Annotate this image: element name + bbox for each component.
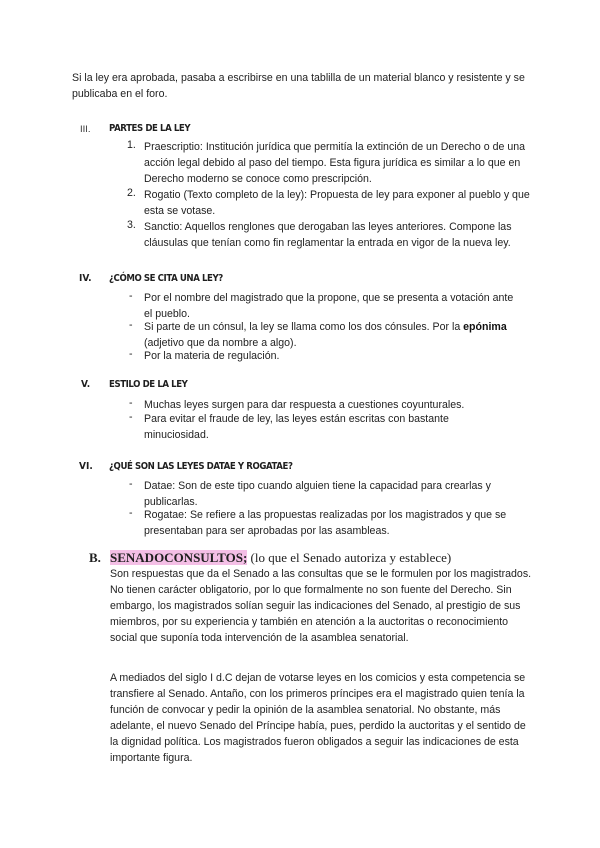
bullet-dash: - <box>129 507 133 519</box>
list-item-praescriptio: Praescriptio: Institución jurídica que permitía la extinción de un Derecho o de una acción legal debido al paso del tiempo. Esta figura jurídica es similar a lo que en Derecho moderno se conoce como prescripción. <box>144 141 526 185</box>
list-item-coyunturales: Muchas leyes surgen para dar respuesta a cuestiones coyunturales. <box>144 399 465 411</box>
section-b-letter: B. <box>89 550 101 565</box>
section-4-title: ¿CÓMO SE CITA UNA LEY? <box>109 273 223 284</box>
bullet-dash: - <box>129 478 133 490</box>
list-item-rogatae: Rogatae: Se refiere a las propuestas realizadas por los magistrados y que se presentaban para ser aprobadas por las asambleas. <box>144 509 507 537</box>
list-item-magistrado: Por el nombre del magistrado que la propone, que se presenta a votación ante el pueblo. <box>144 292 514 320</box>
bullet-dash: - <box>129 411 133 423</box>
list-item-datae: Datae: Son de este tipo cuando alguien tiene la capacidad para crearlas y publicarlas. <box>144 480 491 508</box>
section-b-heading <box>110 550 451 566</box>
section-3-number: III. <box>80 124 91 135</box>
bullet-dash: - <box>129 397 133 409</box>
eponima-bold: epónima <box>463 321 507 333</box>
list-item-number: 2. <box>127 187 136 199</box>
list-item-rogatio: Rogatio (Texto completo de la ley): Propuesta de ley para exponer al pueblo y que esta se votase. <box>144 189 530 217</box>
section-5-title: ESTILO DE LA LEY <box>109 379 188 390</box>
intro-paragraph: Si la ley era aprobada, pasaba a escribirse en una tablilla de un material blanco y resistente y se publicaba en el foro. <box>72 72 525 100</box>
bullet-dash: - <box>129 290 133 302</box>
section-b-subtitle: (lo que el Senado autoriza y establece) <box>247 550 452 565</box>
senadoconsultos-paragraph-2: A mediados del siglo I d.C dejan de votarse leyes en los comicios y esta competencia se transfiere al Senado. Antaño, con los primeros príncipes era el magistrado quien tenía la función de convocar y pedir la opinión de la asamblea senatorial. No obstante, más adelante, el nuevo Senado del Príncipe había, pues, perdido la auctoritas y el sentido de la dignidad política. Los magistrados fueron obligados a seguir las indicaciones de esta importante figura. <box>110 672 526 764</box>
list-item-consul: Si parte de un cónsul, la ley se llama como los dos cónsules. Por la epónima (adjetivo que da nombre a algo). <box>144 321 507 349</box>
list-item-number: 1. <box>127 139 136 151</box>
section-6-title: ¿QUÉ SON LAS LEYES DATAE Y ROGATAE? <box>109 461 293 472</box>
section-3-title: PARTES DE LA LEY <box>109 123 191 134</box>
bullet-dash: - <box>129 319 133 331</box>
section-4-number: IV. <box>79 273 92 284</box>
bullet-dash: - <box>129 348 133 360</box>
list-item-sanctio: Sanctio: Aquellos renglones que derogaban las leyes anteriores. Compone las cláusulas que tenían como fin reglamentar la entrada en vigor de la nueva ley. <box>144 221 512 249</box>
senadoconsultos-highlight: SENADOCONSULTOS; <box>110 550 248 565</box>
section-5-number: V. <box>81 379 91 390</box>
list-item-materia: Por la materia de regulación. <box>144 350 280 362</box>
senadoconsultos-paragraph-1: Son respuestas que da el Senado a las consultas que se le formulen por los magistrados. No tienen carácter obligatorio, por lo que formalmente no son fuente del Derecho. Sin embargo, los magistrados solían seguir las indicaciones del Senado, al prestigio de sus miembros, por su experiencia y también en atención a la auctoritas o reconocimiento social que suponía toda intervención de la asamblea senatorial. <box>110 568 532 644</box>
list-item-number: 3. <box>127 219 136 231</box>
section-6-number: VI. <box>79 461 93 472</box>
list-item-minuciosidad: Para evitar el fraude de ley, las leyes están escritas con bastante minuciosidad. <box>144 413 449 441</box>
